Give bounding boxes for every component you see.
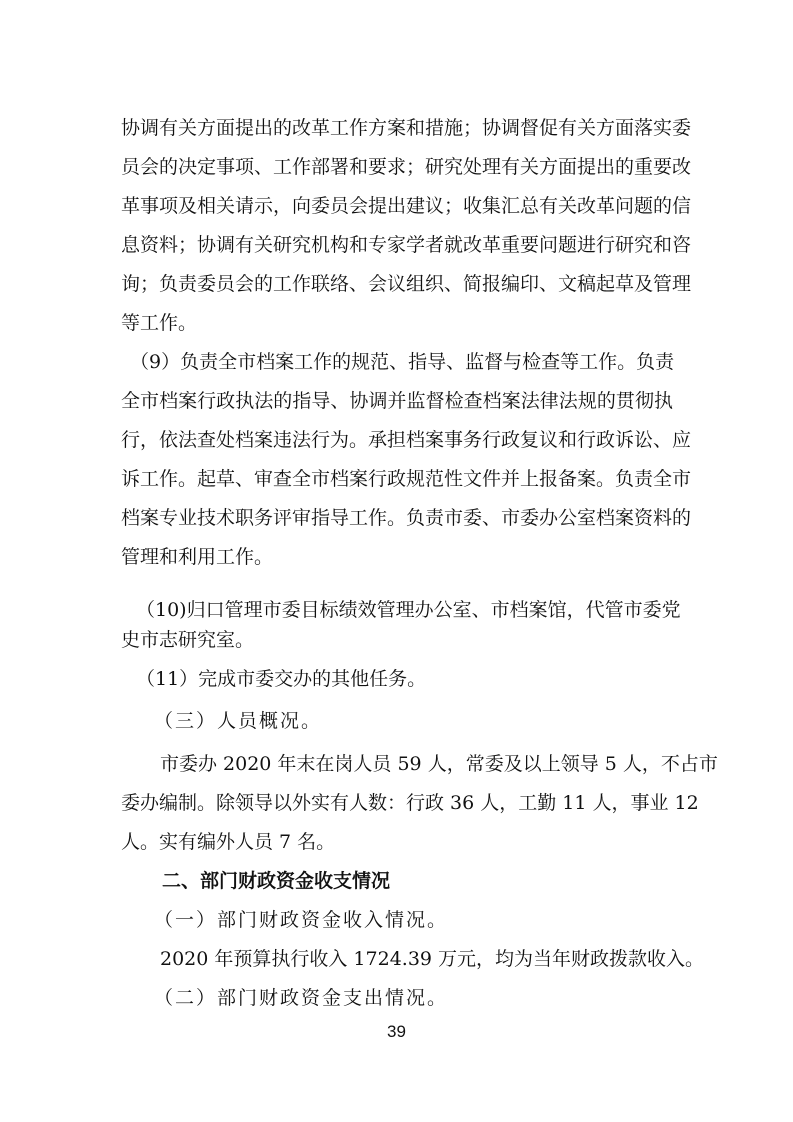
- text-line: 管理和利用工作。: [121, 546, 274, 568]
- text-line: （11）完成市委交办的其他任务。: [136, 668, 427, 690]
- section-subheading: （一）部门财政资金收入情况。: [154, 909, 449, 931]
- text-line: 等工作。: [121, 312, 198, 334]
- section-subheading: （三）人员概况。: [154, 710, 323, 732]
- text-line: 革事项及相关请示，向委员会提出建议；收集汇总有关改革问题的信: [121, 195, 692, 217]
- text-line: 息资料；协调有关研究机构和专家学者就改革重要问题进行研究和咨: [121, 234, 692, 256]
- text-line: 员会的决定事项、工作部署和要求；研究处理有关方面提出的重要改: [121, 156, 692, 178]
- text-line: 2020 年预算执行收入 1724.39 万元，均为当年财政拨款收入。: [160, 948, 705, 970]
- section-subheading: （二）部门财政资金支出情况。: [154, 987, 449, 1009]
- text-line: 协调有关方面提出的改革工作方案和措施；协调督促有关方面落实委: [121, 117, 692, 139]
- text-line: 行，依法查处档案违法行为。承担档案事务行政复议和行政诉讼、应: [121, 429, 692, 451]
- text-line: 诉工作。起草、审查全市档案行政规范性文件并上报备案。负责全市: [121, 468, 692, 490]
- page-number: 39: [387, 1022, 406, 1041]
- text-line: （9）负责全市档案工作的规范、指导、监督与检查等工作。负责: [130, 351, 675, 373]
- text-line: 委办编制。除领导以外实有人数：行政 36 人，工勤 11 人，事业 12: [121, 792, 699, 814]
- section-heading: 二、部门财政资金收支情况: [162, 870, 391, 892]
- text-line: 全市档案行政执法的指导、协调并监督检查档案法律法规的贯彻执: [121, 390, 673, 412]
- text-line: （10)归口管理市委目标绩效管理办公室、市档案馆，代管市委党: [136, 599, 681, 621]
- text-line: 史市志研究室。: [121, 629, 255, 651]
- text-line: 市委办 2020 年末在岗人员 59 人，常委及以上领导 5 人，不占市: [160, 753, 718, 775]
- text-line: 档案专业技术职务评审指导工作。负责市委、市委办公室档案资料的: [121, 507, 692, 529]
- text-line: 询；负责委员会的工作联络、会议组织、简报编印、文稿起草及管理: [121, 273, 692, 295]
- text-line: 人。实有编外人员 7 名。: [121, 831, 336, 853]
